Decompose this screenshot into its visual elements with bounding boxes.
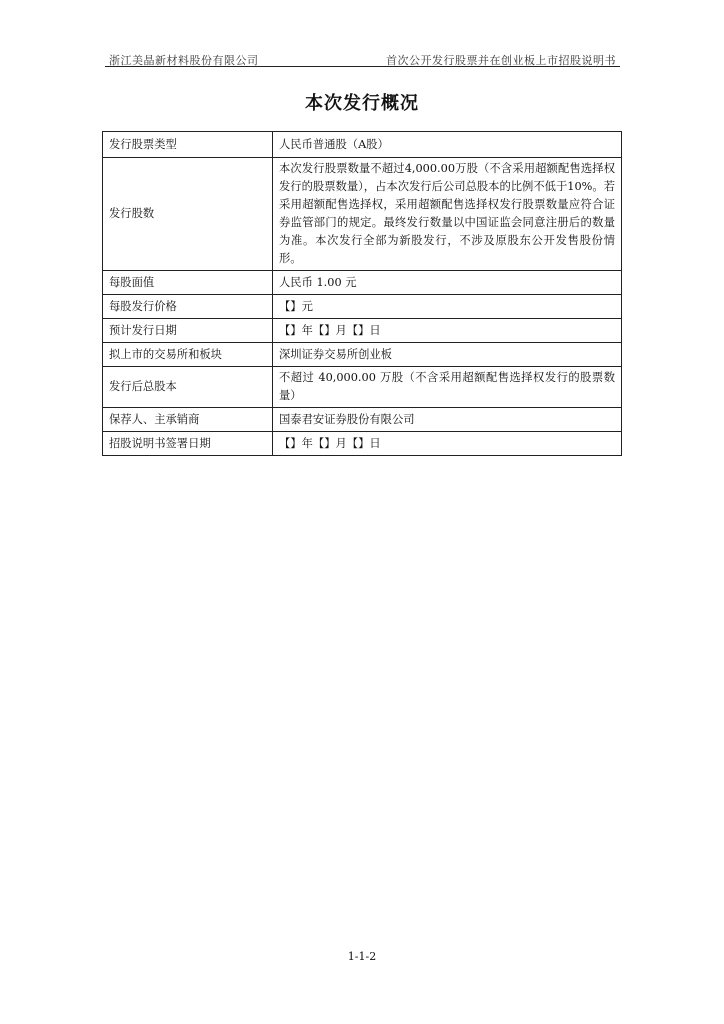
table-row <box>103 432 622 456</box>
offering-summary-table <box>102 131 622 456</box>
row-value: 深圳证券交易所创业板 <box>273 343 622 367</box>
table-row <box>103 158 622 271</box>
table-row <box>103 319 622 343</box>
header-divider <box>105 66 620 67</box>
row-value: 【】元 <box>273 295 622 319</box>
row-label: 预计发行日期 <box>103 319 273 343</box>
page-number: 1-1-2 <box>347 950 377 963</box>
row-value: 【】年【】月【】日 <box>273 319 622 343</box>
table-row <box>103 132 622 158</box>
row-value: 【】年【】月【】日 <box>273 432 622 456</box>
row-label: 发行股数 <box>103 158 273 271</box>
row-label: 发行后总股本 <box>103 367 273 408</box>
header-company-name: 浙江美晶新材料股份有限公司 <box>109 54 259 67</box>
table-row <box>103 408 622 432</box>
row-value: 人民币 1.00 元 <box>273 271 622 295</box>
row-value: 不超过 40,000.00 万股（不含采用超额配售选择权发行的股票数量） <box>273 367 622 408</box>
page-title: 本次发行概况 <box>305 93 419 114</box>
row-label: 保荐人、主承销商 <box>103 408 273 432</box>
row-label: 每股发行价格 <box>103 295 273 319</box>
row-label: 发行股票类型 <box>103 132 273 158</box>
table-row <box>103 343 622 367</box>
row-value: 人民币普通股（A股） <box>273 132 622 158</box>
row-label: 每股面值 <box>103 271 273 295</box>
table-row <box>103 295 622 319</box>
table-row <box>103 271 622 295</box>
header-document-title: 首次公开发行股票并在创业板上市招股说明书 <box>386 54 616 67</box>
row-value: 国泰君安证券股份有限公司 <box>273 408 622 432</box>
table-row <box>103 367 622 408</box>
row-label: 招股说明书签署日期 <box>103 432 273 456</box>
row-label: 拟上市的交易所和板块 <box>103 343 273 367</box>
row-value: 本次发行股票数量不超过4,000.00万股（不含采用超额配售选择权发行的股票数量），占本次发行后公司总股本的比例不低于10%。若采用超额配售选择权，采用超额配售选择权发行股票数量应符合证券监管部门的规定。最终发行数量以中国证监会同意注册后的数量为准。本次发行全部为新股发行，不涉及原股东公开发售股份情形。 <box>273 158 622 271</box>
